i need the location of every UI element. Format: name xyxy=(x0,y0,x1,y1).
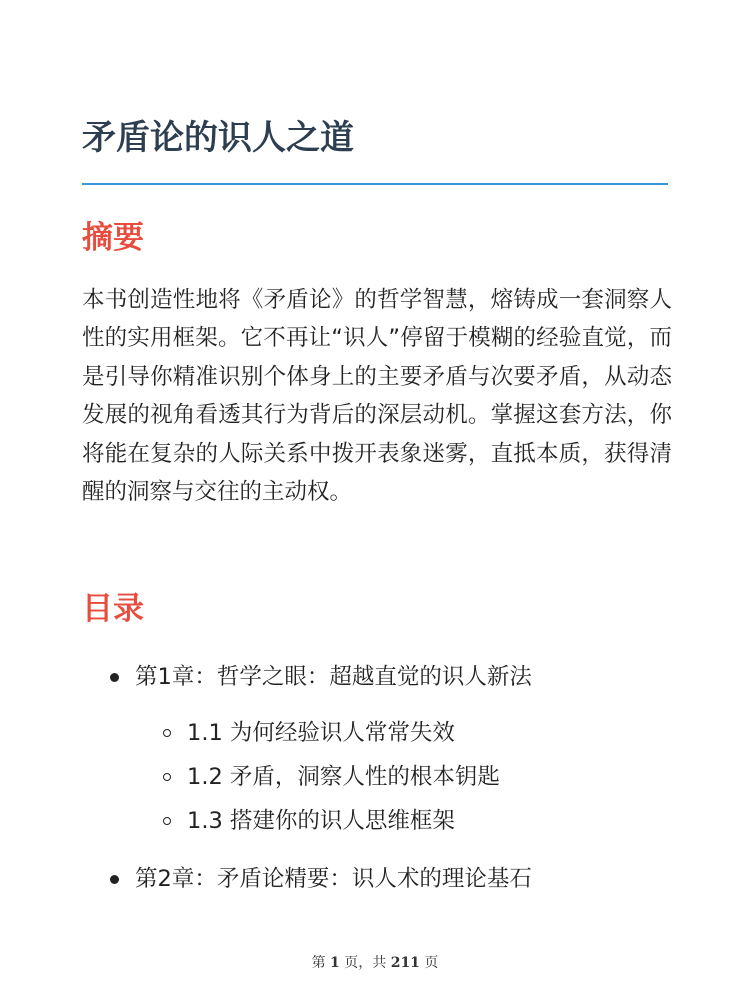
footer-middle: 页，共 xyxy=(344,955,387,971)
toc-chapter-label: 第2章：矛盾论精要：识人术的理论基石 xyxy=(135,866,532,892)
page-footer xyxy=(0,952,750,972)
toc-chapter-2 xyxy=(110,868,532,891)
summary-heading: 摘要 xyxy=(82,220,144,256)
bullet-icon xyxy=(110,875,119,884)
toc-chapter-label: 第1章：哲学之眼：超越直觉的识人新法 xyxy=(135,664,532,690)
circle-bullet-icon xyxy=(163,729,171,737)
toc-section-1-3 xyxy=(163,810,455,833)
footer-total-pages: 211 xyxy=(390,955,420,971)
document-title: 矛盾论的识人之道 xyxy=(82,118,354,158)
summary-paragraph: 本书创造性地将《矛盾论》的哲学智慧，熔铸成一套洞察人性的实用框架。它不再让“识人”停留于模糊的经验直觉，而是引导你精准识别个体身上的主要矛盾与次要矛盾，从动态发展的视角看透其行为背后的深层动机。掌握这套方法，你将能在复杂的人际关系中拨开表象迷雾，直抵本质，获得清醒的洞察与交往的主动权。 xyxy=(82,287,672,506)
toc-chapter-1 xyxy=(110,666,532,689)
footer-page-number: 1 xyxy=(330,955,340,971)
toc-section-label: 1.2 矛盾，洞察人性的根本钥匙 xyxy=(187,764,500,790)
circle-bullet-icon xyxy=(163,773,171,781)
toc-section-label: 1.3 搭建你的识人思维框架 xyxy=(187,808,455,834)
toc-heading: 目录 xyxy=(82,591,144,627)
toc-section-label: 1.1 为何经验识人常常失效 xyxy=(187,720,455,746)
toc-section-1-2 xyxy=(163,766,500,789)
footer-suffix: 页 xyxy=(424,955,439,971)
footer-prefix: 第 xyxy=(311,955,326,971)
circle-bullet-icon xyxy=(163,817,171,825)
toc-section-1-1 xyxy=(163,722,455,745)
title-divider xyxy=(82,183,668,185)
bullet-icon xyxy=(110,673,119,682)
